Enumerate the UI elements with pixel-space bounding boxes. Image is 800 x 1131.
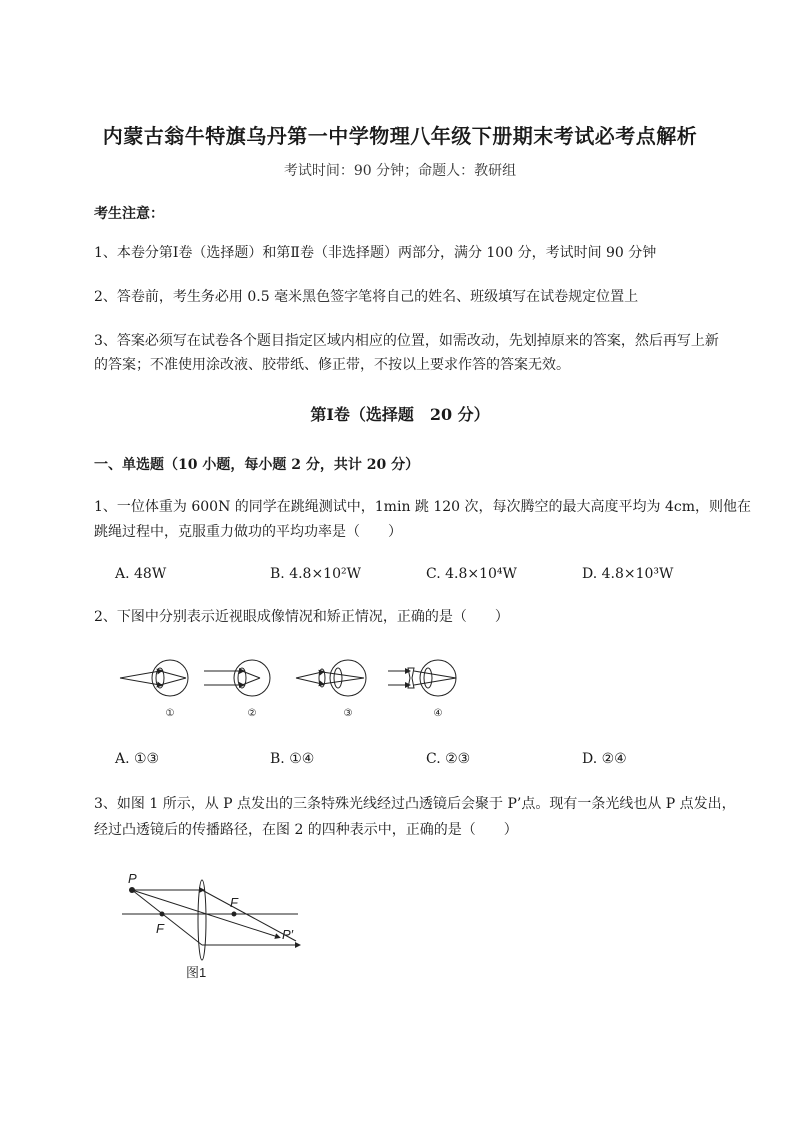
label-f-left: F [156, 921, 164, 936]
q1-option-b[interactable]: B. 4.8×10²W [270, 566, 361, 582]
notice-item-2: 2、答卷前，考生务必用 0.5 毫米黑色签字笔将自己的姓名、班级填写在试卷规定位置上 [94, 289, 639, 305]
point-p [129, 887, 135, 893]
eye-label-1: ① [165, 708, 175, 719]
focus-right [232, 912, 237, 917]
exam-info: 考试时间：90 分钟；命题人：教研组 [283, 163, 517, 179]
label-f-right: F [230, 895, 238, 910]
section-title: 第Ⅰ卷（选择题 20 分） [310, 405, 490, 424]
figure-caption: 图1 [186, 965, 207, 980]
question-2-text: 2、下图中分别表示近视眼成像情况和矫正情况，正确的是（ ） [94, 609, 509, 625]
label-p: P [128, 871, 137, 886]
eye-figure-4 [388, 660, 456, 696]
question-3-text: 3、如图 1 所示，从 P 点发出的三条特殊光线经过凸透镜后会聚于 P’点。现有一条光线也从 P 点发出， [94, 796, 736, 812]
eye-label-2: ② [247, 708, 257, 719]
eye-figure-3 [296, 660, 366, 696]
q2-option-c[interactable]: C. ②③ [426, 751, 471, 767]
notice-heading: 考生注意： [94, 206, 164, 222]
eye-figure-1 [120, 660, 188, 696]
eye-figure-2 [204, 660, 270, 696]
eye-label-4: ④ [433, 708, 443, 719]
eye-diagrams [112, 652, 472, 724]
notice-item-3: 3、答案必须写在试卷各个题目指定区域内相应的位置，如需改动，先划掉原来的答案，然后再写上新 [94, 333, 719, 349]
label-p-prime: P′ [282, 927, 294, 942]
q1-option-d[interactable]: D. 4.8×10³W [582, 566, 674, 582]
q2-option-d[interactable]: D. ②④ [582, 751, 627, 767]
question-1-text-cont: 跳绳过程中，克服重力做功的平均功率是（ ） [94, 524, 402, 540]
q2-option-a[interactable]: A. ①③ [115, 751, 160, 767]
question-3-text-cont: 经过凸透镜后的传播路径，在图 2 的四种表示中，正确的是（ ） [94, 822, 518, 838]
focus-left [160, 912, 165, 917]
notice-item-3-cont: 的答案；不准使用涂改液、胶带纸、修正带，不按以上要求作答的答案无效。 [94, 357, 570, 373]
page-title: 内蒙古翁牛特旗乌丹第一中学物理八年级下册期末考试必考点解析 [102, 124, 698, 148]
q1-option-a[interactable]: A. 48W [115, 566, 167, 582]
question-group-title: 一、单选题（10 小题，每小题 2 分，共计 20 分） [94, 457, 420, 473]
q2-option-b[interactable]: B. ①④ [270, 751, 315, 767]
eye-label-3: ③ [343, 708, 353, 719]
q1-option-c[interactable]: C. 4.8×10⁴W [426, 566, 517, 582]
question-1-text: 1、一位体重为 600N 的同学在跳绳测试中，1min 跳 120 次，每次腾空的最大高度平均为 4cm，则他在 [94, 499, 751, 515]
lens-diagram [118, 865, 318, 985]
notice-item-1: 1、本卷分第Ⅰ卷（选择题）和第Ⅱ卷（非选择题）两部分，满分 100 分，考试时间 90 分钟 [94, 245, 657, 261]
